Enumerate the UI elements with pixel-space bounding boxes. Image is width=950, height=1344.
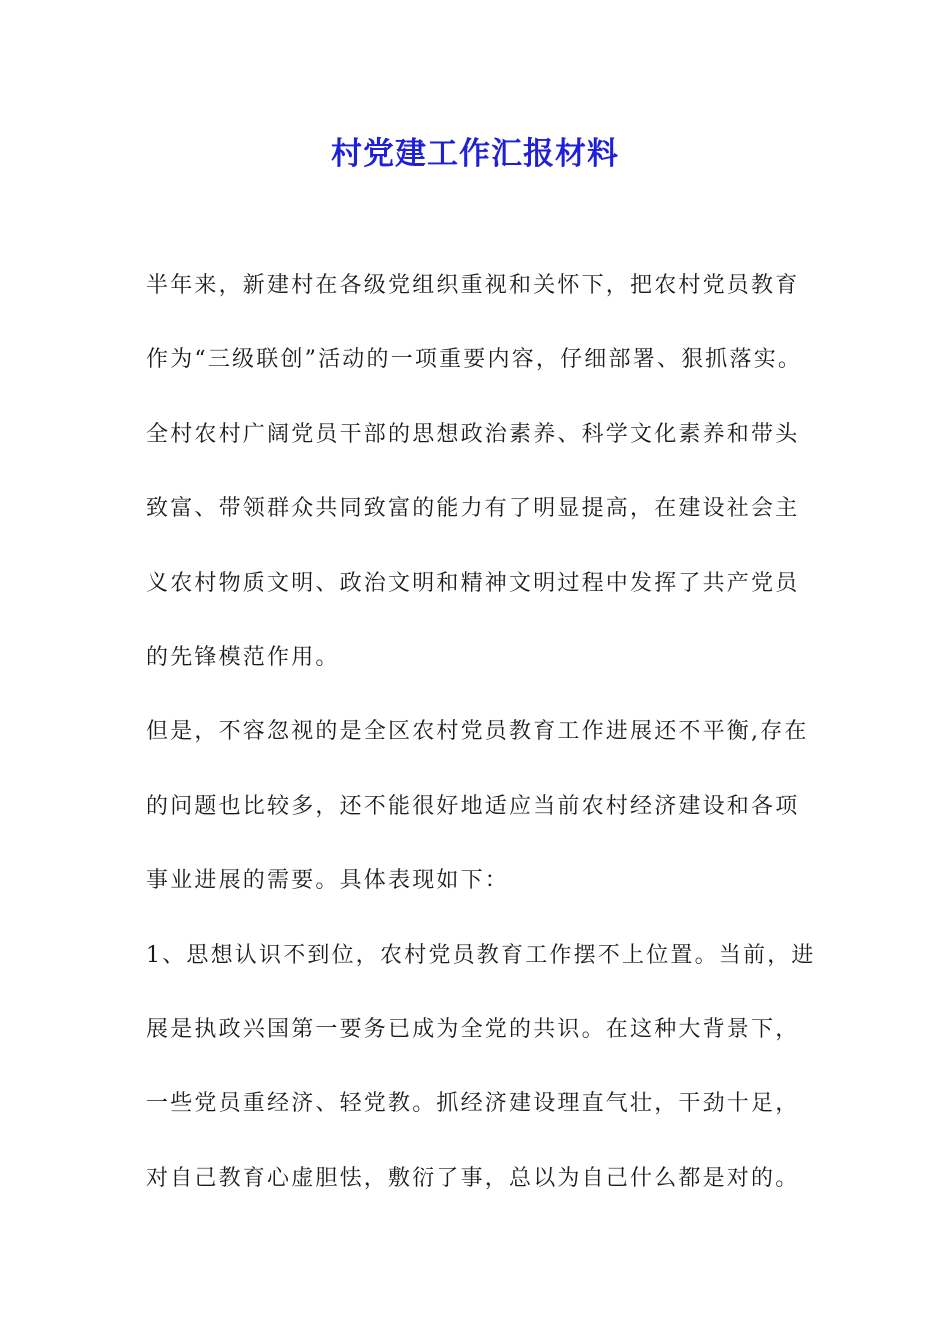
text-line: 义农村物质文明、政治文明和精神文明过程中发挥了共产党员 (146, 570, 800, 596)
page-title: 村党建工作汇报材料 (331, 136, 619, 172)
text-line: 半年来，新建村在各级党组织重视和关怀下，把农村党员教育 (146, 273, 800, 298)
text-line: 一些党员重经济、轻党教。抓经济建设理直气壮，干劲十足， (146, 1091, 800, 1117)
text-line: 对自己教育心虚胆怯，敷衍了事，总以为自己什么都是对的。 (146, 1165, 800, 1191)
text-line: 的问题也比较多，还不能很好地适应当前农村经济建设和各项 (146, 793, 800, 819)
document-body (146, 264, 836, 1231)
text-line: 的先锋模范作用。 (146, 644, 340, 670)
text-line: 作为“三级联创”活动的一项重要内容，仔细部署、狠抓落实。 (146, 347, 803, 373)
text-line: 致富、带领群众共同致富的能力有了明显提高，在建设社会主 (146, 496, 800, 522)
text-line: 1、思想认识不到位，农村党员教育工作摆不上位置。当前，进 (146, 942, 816, 968)
text-line: 事业进展的需要。具体表现如下： (146, 868, 510, 894)
text-line: 展是执政兴国第一要务已成为全党的共识。在这种大背景下， (146, 1016, 800, 1042)
text-line: 但是，不容忽视的是全区农村党员教育工作进展还不平衡,存在 (146, 719, 809, 745)
text-line: 全村农村广阔党员干部的思想政治素养、科学文化素养和带头 (146, 421, 800, 447)
